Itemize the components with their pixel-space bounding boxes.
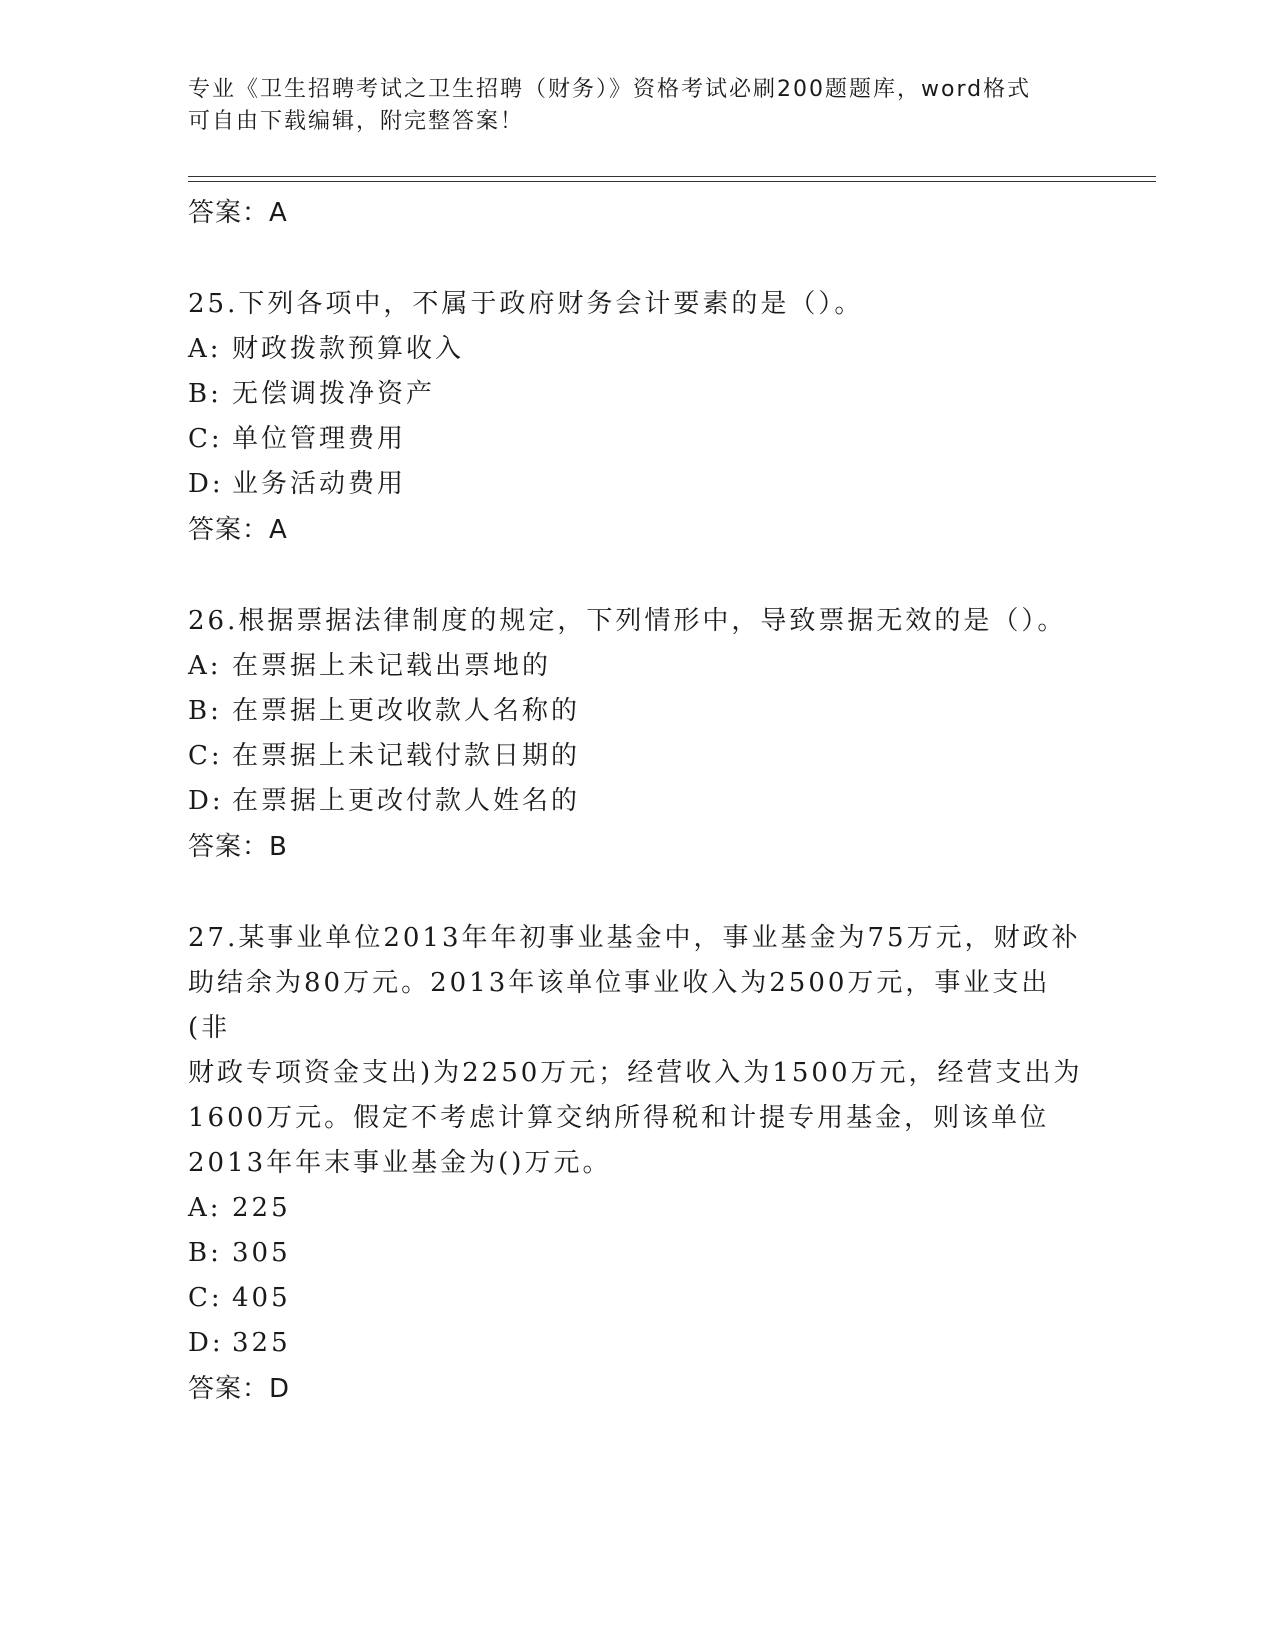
header-line-1: 专业《卫生招聘考试之卫生招聘（财务）》资格考试必刷200题题库，word格式 <box>188 77 1032 102</box>
option-b <box>188 372 1088 417</box>
header-divider-top <box>188 176 1156 177</box>
option-text: 在票据上更改收款人名称的 <box>232 696 581 726</box>
question-stem: 25.下列各项中，不属于政府财务会计要素的是（）。 <box>188 289 864 319</box>
option-c <box>188 734 1088 779</box>
question-stem: 26.根据票据法律制度的规定，下列情形中，导致票据无效的是（）。 <box>188 606 1067 636</box>
option-text: 在票据上未记载付款日期的 <box>232 741 581 771</box>
option-d <box>188 462 1088 507</box>
spacer <box>188 236 1088 282</box>
option-a <box>188 1186 1088 1231</box>
option-d <box>188 779 1088 824</box>
question-block-27 <box>188 916 1088 1412</box>
header-divider-bottom <box>188 181 1156 182</box>
document-header <box>188 74 1068 138</box>
option-text: 325 <box>232 1328 291 1358</box>
option-letter: D: <box>188 469 224 499</box>
option-a <box>188 327 1088 372</box>
option-letter: C: <box>188 741 223 771</box>
question-stem-line: 1600万元。假定不考虑计算交纳所得税和计提专用基金，则该单位 <box>188 1103 1050 1133</box>
option-text: 305 <box>232 1238 291 1268</box>
question-stem-line: 财政专项资金支出)为2250万元；经营收入为1500万元，经营支出为 <box>188 1058 1083 1088</box>
answer-line: 答案：D <box>188 1374 291 1404</box>
option-letter: A: <box>188 1193 222 1223</box>
option-letter: A: <box>188 334 222 364</box>
question-block-26 <box>188 599 1088 870</box>
option-letter: D: <box>188 786 224 816</box>
question-list <box>188 190 1088 1412</box>
option-b <box>188 689 1088 734</box>
option-text: 单位管理费用 <box>232 424 407 454</box>
option-text: 在票据上更改付款人姓名的 <box>232 786 581 816</box>
option-c <box>188 417 1088 462</box>
option-text: 在票据上未记载出票地的 <box>232 651 552 681</box>
option-text: 无偿调拨净资产 <box>232 379 436 409</box>
option-b <box>188 1231 1088 1276</box>
spacer <box>188 870 1088 916</box>
spacer <box>188 553 1088 599</box>
option-letter: C: <box>188 424 223 454</box>
answer-line: 答案：A <box>188 515 288 545</box>
option-text: 业务活动费用 <box>232 469 407 499</box>
option-letter: B: <box>188 696 222 726</box>
option-letter: A: <box>188 651 222 681</box>
option-text: 225 <box>232 1193 291 1223</box>
answer-line: 答案：A <box>188 198 288 228</box>
question-block-25 <box>188 282 1088 553</box>
option-d <box>188 1321 1088 1366</box>
answer-line: 答案：B <box>188 832 288 862</box>
question-stem-line: 2013年年末事业基金为()万元。 <box>188 1148 612 1178</box>
option-letter: B: <box>188 1238 222 1268</box>
option-text: 财政拨款预算收入 <box>232 334 465 364</box>
option-letter: D: <box>188 1328 224 1358</box>
option-c <box>188 1276 1088 1321</box>
question-stem-line: 27.某事业单位2013年年初事业基金中，事业基金为75万元，财政补 <box>188 923 1081 953</box>
option-text: 405 <box>232 1283 291 1313</box>
header-line-2: 可自由下载编辑，附完整答案！ <box>188 109 525 134</box>
question-stem-line: 助结余为80万元。2013年该单位事业收入为2500万元，事业支出(非 <box>188 968 1051 1043</box>
option-a <box>188 644 1088 689</box>
option-letter: C: <box>188 1283 223 1313</box>
option-letter: B: <box>188 379 222 409</box>
